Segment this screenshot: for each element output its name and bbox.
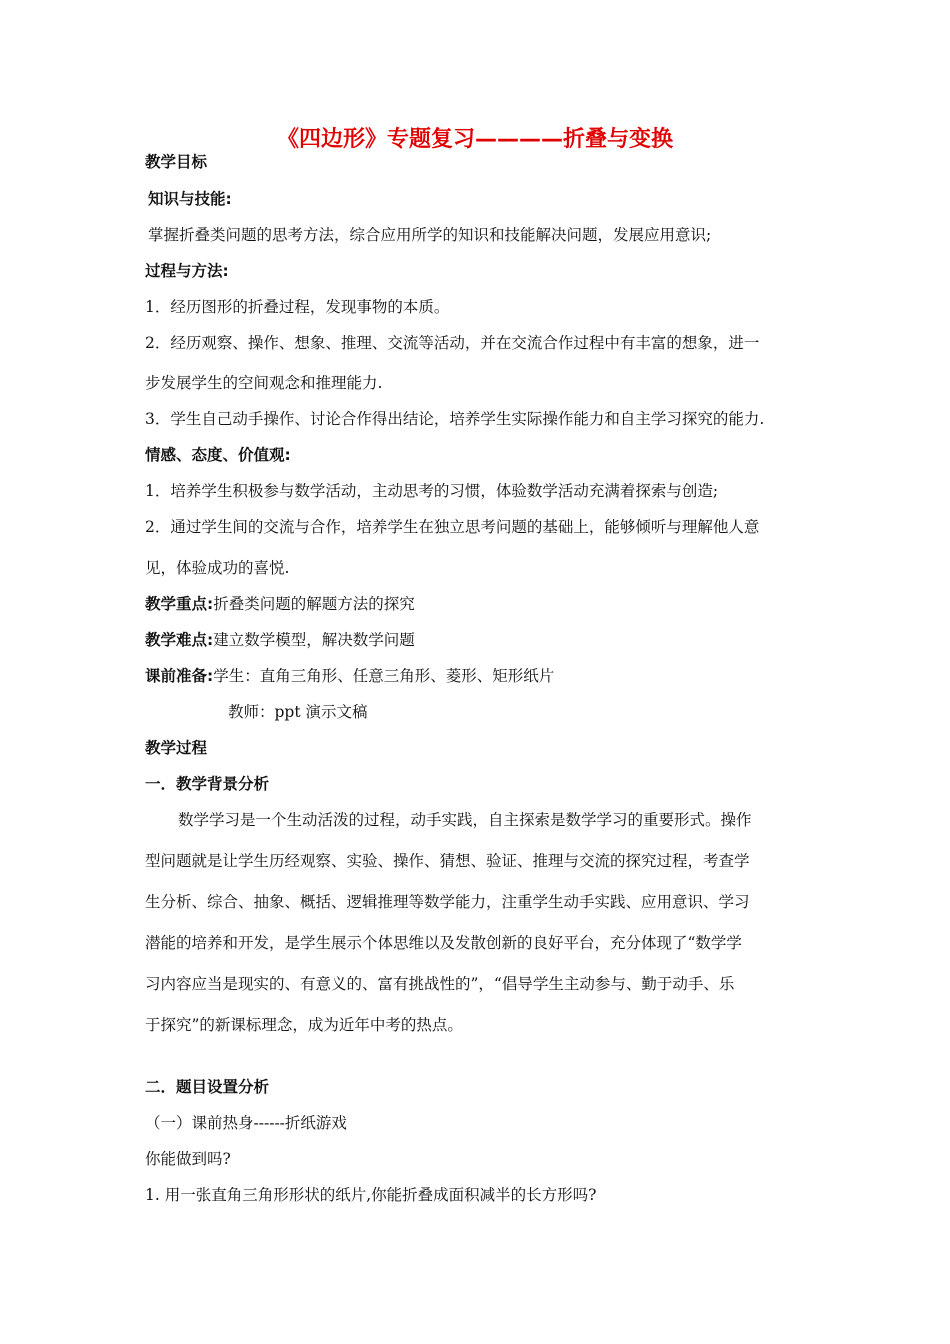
preparation-label: 课前准备:: [145, 667, 214, 685]
process-method-heading: 过程与方法:: [145, 262, 229, 280]
process-item: 1．经历图形的折叠过程，发现事物的本质。: [145, 298, 450, 316]
key-point-text: 折叠类问题的解题方法的探究: [213, 595, 415, 613]
section2-sub: （一）课前热身------折纸游戏: [145, 1114, 347, 1132]
emotion-item: 见，体验成功的喜悦.: [145, 559, 290, 577]
section1-line: 习内容应当是现实的、有意义的、富有挑战性的”，“倡导学生主动参与、勤于动手、乐: [145, 975, 735, 993]
section1-line: 生分析、综合、抽象、概括、逻辑推理等数学能力，注重学生动手实践、应用意识、学习: [145, 893, 750, 911]
process-item: 3．学生自己动手操作、讨论合作得出结论，培养学生实际操作能力和自主学习探究的能力.: [145, 410, 765, 428]
section2-heading: 二．题目设置分析: [145, 1078, 270, 1096]
section2-item: 1. 用一张直角三角形形状的纸片,你能折叠成面积减半的长方形吗?: [145, 1186, 597, 1204]
teaching-process-heading: 教学过程: [145, 739, 208, 757]
section1-line: 潜能的培养和开发，是学生展示个体思维以及发散创新的良好平台，充分体现了“数学学: [145, 934, 742, 952]
difficult-point-text: 建立数学模型，解决数学问题: [213, 631, 415, 649]
section1-line: 数学学习是一个生动活泼的过程，动手实践，自主探索是数学学习的重要形式。操作: [178, 811, 752, 829]
emotion-heading: 情感、态度、价值观:: [145, 446, 291, 464]
process-item: 2．经历观察、操作、想象、推理、交流等活动，并在交流合作过程中有丰富的想象，进一: [145, 334, 760, 352]
goals-heading: 教学目标: [145, 153, 208, 171]
preparation-teacher: 教师：ppt 演示文稿: [228, 703, 368, 721]
section1-line: 于探究”的新课标理念，成为近年中考的热点。: [145, 1016, 463, 1034]
section1-heading: 一．教学背景分析: [145, 775, 270, 793]
preparation: [145, 666, 554, 686]
section1-line: 型问题就是让学生历经观察、实验、操作、猜想、验证、推理与交流的探究过程，考查学: [145, 852, 750, 870]
emotion-item: 2．通过学生间的交流与合作，培养学生在独立思考问题的基础上，能够倾听与理解他人意: [145, 518, 760, 536]
section2-question: 你能做到吗?: [145, 1150, 231, 1168]
process-item: 步发展学生的空间观念和推理能力.: [145, 374, 383, 392]
knowledge-heading: 知识与技能:: [148, 190, 232, 208]
emotion-item: 1．培养学生积极参与数学活动，主动思考的习惯，体验数学活动充满着探索与创造;: [145, 482, 719, 500]
knowledge-text: 掌握折叠类问题的思考方法，综合应用所学的知识和技能解决问题，发展应用意识;: [148, 226, 712, 244]
difficult-point-label: 教学难点:: [145, 631, 214, 649]
document-title: 《四边形》专题复习————折叠与变换: [276, 127, 673, 152]
key-point: [145, 594, 415, 614]
difficult-point: [145, 630, 415, 650]
preparation-student: 学生：直角三角形、任意三角形、菱形、矩形纸片: [213, 667, 555, 685]
key-point-label: 教学重点:: [145, 595, 214, 613]
